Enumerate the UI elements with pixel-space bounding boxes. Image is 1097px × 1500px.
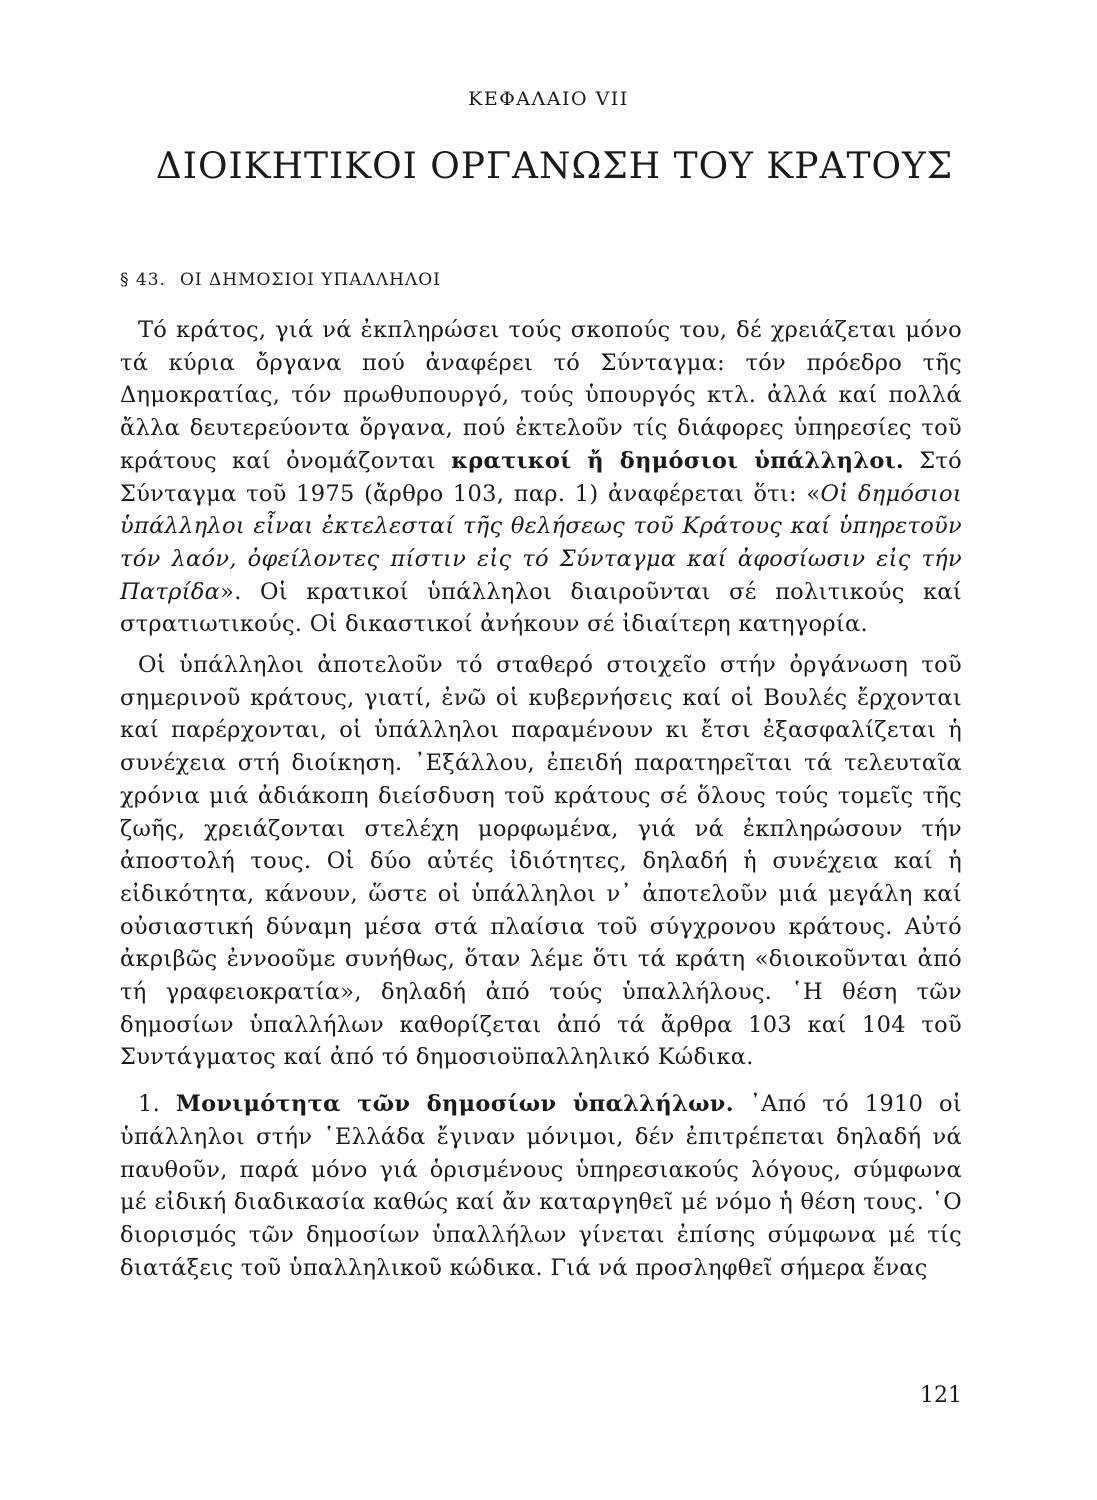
paragraph-1-quote: Οἱ δημόσιοι ὑπάλληλοι εἶναι ἐκτελεσταί τῆς θελήσεως τοῦ Κράτους καί ὑπηρετοῦν τόν λαόν, ὀφείλοντες πίστιν εἰς τό Σύνταγμα καί ἀφοσίωσιν εἰς τήν Πατρίδα xyxy=(120,480,962,605)
section-title: ΟΙ ΔΗΜΟΣΙΟΙ ΥΠΑΛΛΗΛΟΙ xyxy=(179,270,441,290)
chapter-title: ΔΙΟΙΚΗΤΙΚΟΙ ΟΡΓΑΝΩΣΗ ΤΟΥ ΚΡΑΤΟΥΣ xyxy=(155,146,954,187)
body-text xyxy=(120,314,962,1284)
section-number: § 43. xyxy=(120,270,166,290)
paragraph-3-text: ᾿Από τό 1910 οἱ ὑπάλληλοι στήν ῾Ελλάδα ἔγιναν μόνιμοι, δέν ἐπιτρέπεται δηλαδή νά παυθοῦν, παρά μόνο γιά ὁρισμένους ὑπηρεσιακούς λόγους, σύμφωνα μέ εἰδική διαδικασία καθώς καί ἄν καταργηθεῖ μέ νόμο ἡ θέση τους. ῾Ο διορισμός τῶν δημοσίων ὑπαλλήλων γίνεται ἐπίσης σύμφωνα μέ τίς διατάξεις τοῦ ὑπαλληλικοῦ κώδικα. Γιά νά προσληφθεῖ σήμερα ἕνας xyxy=(120,1091,962,1281)
paragraph-1-text-b: Στό Σύνταγμα τοῦ 1975 (ἄρθρο 103, παρ. 1) ἀναφέρεται ὅτι: « xyxy=(120,447,962,507)
section-heading xyxy=(120,270,441,290)
paragraph-1-text-c: ». Οἱ κρατικοί ὑπάλληλοι διαιροῦνται σέ πολιτικούς καί στρατιωτικούς. Οἱ δικαστικοί ἀνήκουν σέ ἰδιαίτερη κατηγορία. xyxy=(120,578,962,638)
paragraph-3 xyxy=(120,1088,962,1284)
paragraph-1-bold-term: κρατικοί ἤ δημόσιοι ὑπάλληλοι. xyxy=(451,447,905,474)
paragraph-1 xyxy=(120,314,962,641)
paragraph-2: Οἱ ὑπάλληλοι ἀποτελοῦν τό σταθερό στοιχεῖο στήν ὀργάνωση τοῦ σημερινοῦ κράτους, γιατί, ἐνῶ οἱ κυβερνήσεις καί οἱ Βουλές ἔρχονται καί παρέρχονται, οἱ ὑπάλληλοι παραμένουν κι ἔτσι ἐξασφαλίζεται ἡ συνέχεια στή διοίκηση. ᾿Εξάλλου, ἐπειδή παρατηρεῖται τά τελευταῖα χρόνια μιά ἀδιάκοπη διείσδυση τοῦ κράτους σέ ὅλους τούς τομεῖς τῆς ζωῆς, χρειάζονται στελέχη μορφωμένα, γιά νά ἐκπληρώσουν τήν ἀποστολή τους. Οἱ δύο αὐτές ἰδιότητες, δηλαδή ἡ συνέχεια καί ἡ εἰδικότητα, κάνουν, ὥστε οἱ ὑπάλληλοι ν᾿ ἀποτελοῦν μιά μεγάλη καί οὐσιαστική δύναμη μέσα στά πλαίσια τοῦ σύγχρονου κράτους. Αὐτό ἀκριβῶς ἐννοοῦμε συνήθως, ὅταν λέμε ὅτι τά κράτη «διοικοῦνται ἀπό τή γραφειοκρατία», δηλαδή ἀπό τούς ὑπαλλήλους. ῾Η θέση τῶν δημοσίων ὑπαλλήλων καθορίζεται ἀπό τά ἄρθρα 103 καί 104 τοῦ Συντάγματος καί ἀπό τό δημοσιοϋπαλληλικό Κώδικα. xyxy=(120,652,962,1071)
paragraph-1-text-a: Τό κράτος, γιά νά ἐκπληρώσει τούς σκοπούς του, δέ χρειάζεται μόνο τά κύρια ὄργανα πού ἀναφέρει τό Σύνταγμα: τόν πρόεδρο τῆς Δημοκρατίας, τόν πρωθυπουργό, τούς ὑπουργός κτλ. ἀλλά καί πολλά ἄλλα δευτερεύοντα ὄργανα, πού ἐκτελοῦν τίς διάφορες ὑπηρεσίες τοῦ κράτους καί ὀνομάζονται xyxy=(120,317,962,474)
chapter-label: ΚΕΦΑΛΑΙΟ VII xyxy=(468,88,629,110)
page-number: 121 xyxy=(920,1383,962,1408)
paragraph-3-number: 1. xyxy=(138,1091,161,1118)
paragraph-3-heading: Μονιμότητα τῶν δημοσίων ὑπαλλήλων. xyxy=(175,1091,734,1118)
